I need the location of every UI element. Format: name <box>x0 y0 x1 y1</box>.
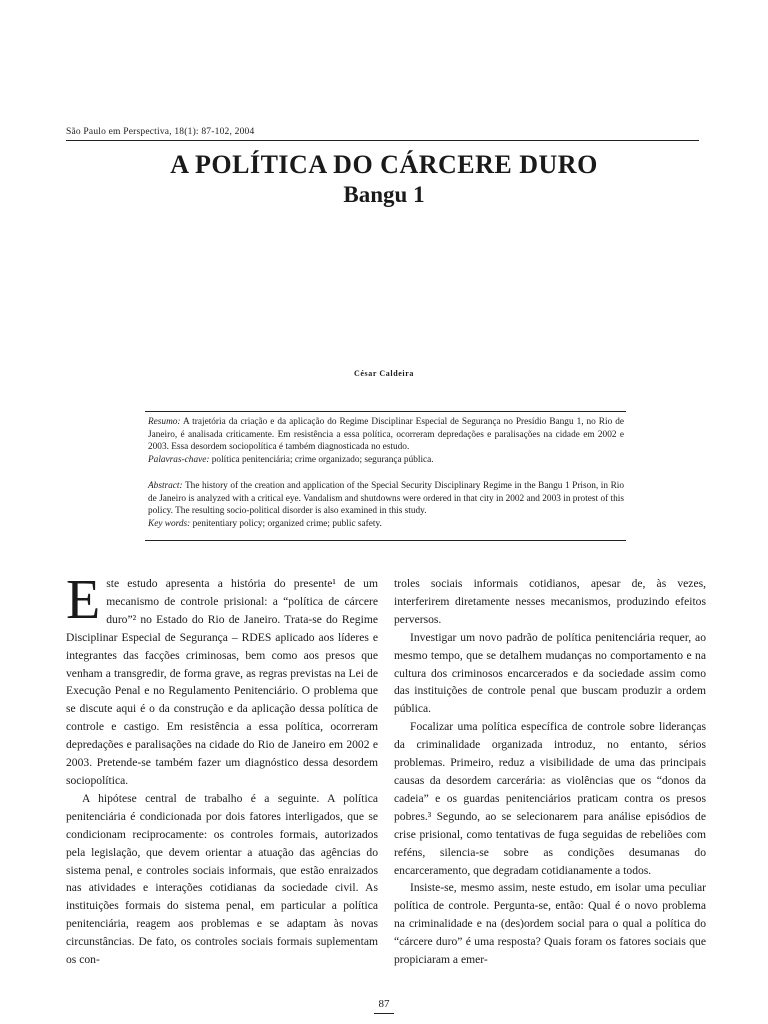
abstract-portuguese <box>148 416 624 466</box>
keywords-en-label: Key words: <box>148 518 191 529</box>
abstract-en-label: Abstract: <box>148 481 183 491</box>
abstract-bottom-rule <box>145 540 626 541</box>
abstract-english <box>148 480 624 530</box>
paragraph: troles sociais informais cotidianos, apesar de, às vezes, interferirem diretamente nesses mecanismos, produzindo efeitos perversos. <box>394 577 706 626</box>
keywords-en-text: penitentiary policy; organized crime; public safety. <box>192 518 382 529</box>
running-head: São Paulo em Perspectiva, 18(1): 87-102, 2004 <box>66 127 255 137</box>
abstract-top-rule <box>145 411 626 412</box>
page-number: 87 <box>378 998 390 1010</box>
page-number-rule <box>374 1013 394 1014</box>
abstract-en-text: The history of the creation and application of the Special Security Disciplinary Regime in the Bangu 1 Prison, in Rio de Janeiro is analyzed with a critical eye. Vandalism and shutdowns were ordered in that city in 2002 and 2003 in protest of this policy. The resulting socio-political disorder is also examined in this study. <box>148 481 625 516</box>
article-title: A POLÍTICA DO CÁRCERE DURO <box>170 150 598 179</box>
paragraph: Insiste-se, mesmo assim, neste estudo, em isolar uma peculiar política de controle. Pergunta-se, então: Qual é o novo problema na criminalidade e na (des)ordem social para o qual a política do “cárcere duro” é uma resposta? Quais foram os fatores sociais que propiciaram a emer- <box>394 881 706 967</box>
header-rule <box>66 140 699 141</box>
drop-cap: E <box>66 569 101 631</box>
author-name: César Caldeira <box>353 369 415 378</box>
abstract-pt-text: A trajetória da criação e da aplicação do Regime Disciplinar Especial de Segurança no Presídio Bangu 1, no Rio de Janeiro, é analisada criticamente. Em resistência a essa política, ocorreram depredações e paralisações na cidade em 2002 e 2003. Essa desordem sociopolítica é também diagnosticada no estudo. <box>148 417 624 452</box>
keywords-pt-text: política penitenciária; crime organizado; segurança pública. <box>211 454 434 465</box>
paragraph: Focalizar uma política específica de controle sobre lideranças da criminalidade organizada introduz, no entanto, sérios problemas. Primeiro, reduz a visibilidade de uma das principais causas da desordem carcerária: as violências que os “donos da cadeia” e os guardas penitenciários praticam contra os presos pobres.³ Segundo, ao se selecionarem para análise episódios de crise prisional, como tentativas de fuga seguidas de rebeliões com reféns, silencia-se sobre as condições desumanas do encarceramento, que degradam cotidianamente a todos. <box>394 720 706 877</box>
paragraph-text: ste estudo apresenta a história do presente¹ de um mecanismo de controle prisional: a “política de cárcere duro”² no Estado do Rio de Janeiro. Trata-se do Regime Disciplinar Especial de Segurança – RDES aplicado aos líderes e integrantes das facções criminosas, bem como aos presos que venham a transgredir, de forma grave, as regras previstas na Lei de Execução Penal e no Regulamento Penitenciário. O problema que se discute aqui é o da construção e da aplicação dessa política de controle e castigo. Em resistência a essa política, ocorreram depredações e paralisações na cidade do Rio de Janeiro em 2002 e 2003. Pretende-se também fazer um diagnóstico dessa desordem sociopolítica. <box>66 577 378 787</box>
keywords-pt-label: Palavras-chave: <box>148 454 210 465</box>
body-column-left <box>66 569 378 969</box>
paragraph <box>66 569 378 790</box>
paragraph: A hipótese central de trabalho é a seguinte. A política penitenciária é condicionada por dois fatores interligados, que se condicionam reciprocamente: os controles formais, autorizados pela legislação, que devem orientar a atuação das agências do sistema penal, e controles sociais informais, que estão enraizados nas atividades e interações cotidianas da sociedade civil. As instituições formais do sistema penal, em particular a política penitenciária, reagem aos problemas e se adaptam às novas circunstâncias. De fato, os controles sociais formais suplementam os con- <box>66 791 378 967</box>
paragraph: Investigar um novo padrão de política penitenciária requer, ao mesmo tempo, que se detalhem mudanças no comportamento e na cultura dos criminosos encarcerados e da sociedade assim como das instituições de controle penal que buscam produzir a ordem pública. <box>394 630 706 716</box>
abstract-pt-label: Resumo: <box>148 417 181 427</box>
body-column-right <box>394 575 706 969</box>
article-subtitle: Bangu 1 <box>343 182 425 207</box>
